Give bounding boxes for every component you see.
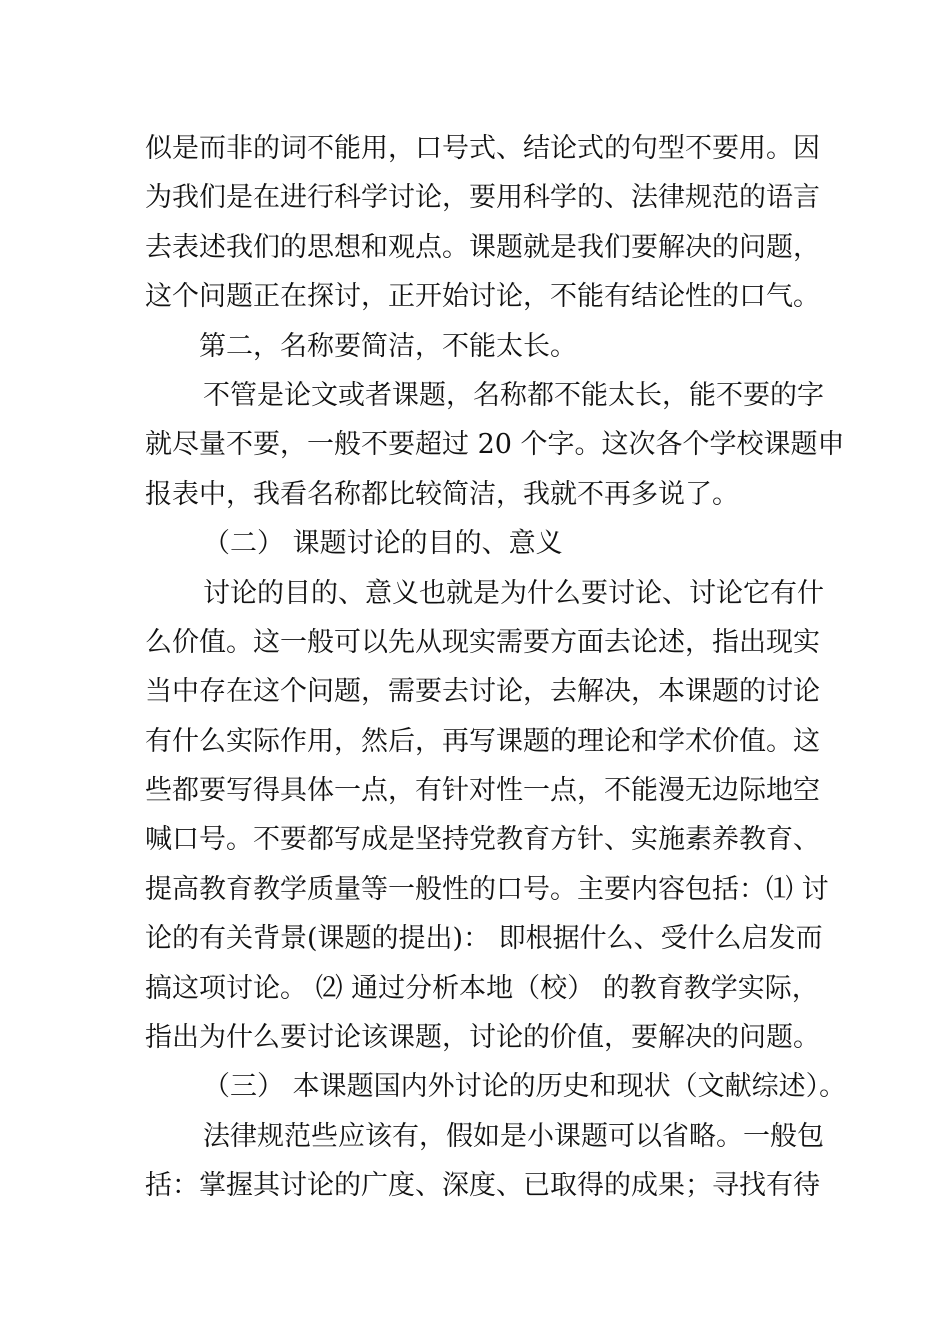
text-line: 搞这项讨论。 ⑵ 通过分析本地（校） 的教育教学实际， — [145, 972, 819, 1004]
paragraph-first-line: 不管是论文或者课题，名称都不能太长，能不要的字 — [203, 379, 824, 411]
text-line: 么价值。这一般可以先从现实需要方面去论述，指出现实 — [145, 626, 820, 658]
text-line: 提高教育教学质量等一般性的口号。主要内容包括：⑴ 讨 — [145, 873, 829, 905]
text-line: 喊口号。不要都写成是坚持党教育方针、实施素养教育、 — [145, 824, 820, 856]
text-line: 为我们是在进行科学讨论，要用科学的、法律规范的语言 — [145, 182, 820, 214]
text-line: 论的有关背景(课题的提出)： 即根据什么、受什么启发而 — [145, 923, 823, 955]
paragraph-first-line: 法律规范些应该有，假如是小课题可以省略。一般包 — [203, 1120, 824, 1152]
text-line: 括：掌握其讨论的广度、深度、已取得的成果；寻找有待 — [145, 1170, 820, 1202]
text-line: 这个问题正在探讨，正开始讨论，不能有结论性的口气。 — [145, 281, 820, 313]
section-heading: 第二，名称要简洁，不能太长。 — [199, 330, 577, 362]
document-body — [145, 124, 847, 1211]
text-line: 就尽量不要，一般不要超过 20 个字。这次各个学校课题申 — [145, 429, 845, 461]
text-line: 似是而非的词不能用，口号式、结论式的句型不要用。因 — [145, 133, 820, 164]
paragraph-first-line: 讨论的目的、意义也就是为什么要讨论、讨论它有什 — [203, 577, 824, 609]
section-heading: （三） 本课题国内外讨论的历史和现状（文献综述）。 — [203, 1071, 847, 1103]
text-line: 些都要写得具体一点，有针对性一点，不能漫无边际地空 — [145, 775, 820, 807]
text-line: 当中存在这个问题，需要去讨论，去解决，本课题的讨论 — [145, 676, 820, 708]
section-heading: （二） 课题讨论的目的、意义 — [203, 528, 563, 560]
text-line: 报表中，我看名称都比较简洁，我就不再多说了。 — [145, 478, 739, 510]
text-line: 有什么实际作用，然后，再写课题的理论和学术价值。这 — [145, 725, 820, 757]
text-line: 指出为什么要讨论该课题，讨论的价值，要解决的问题。 — [145, 1022, 820, 1054]
text-line: 去表述我们的思想和观点。课题就是我们要解决的问题， — [145, 231, 820, 263]
